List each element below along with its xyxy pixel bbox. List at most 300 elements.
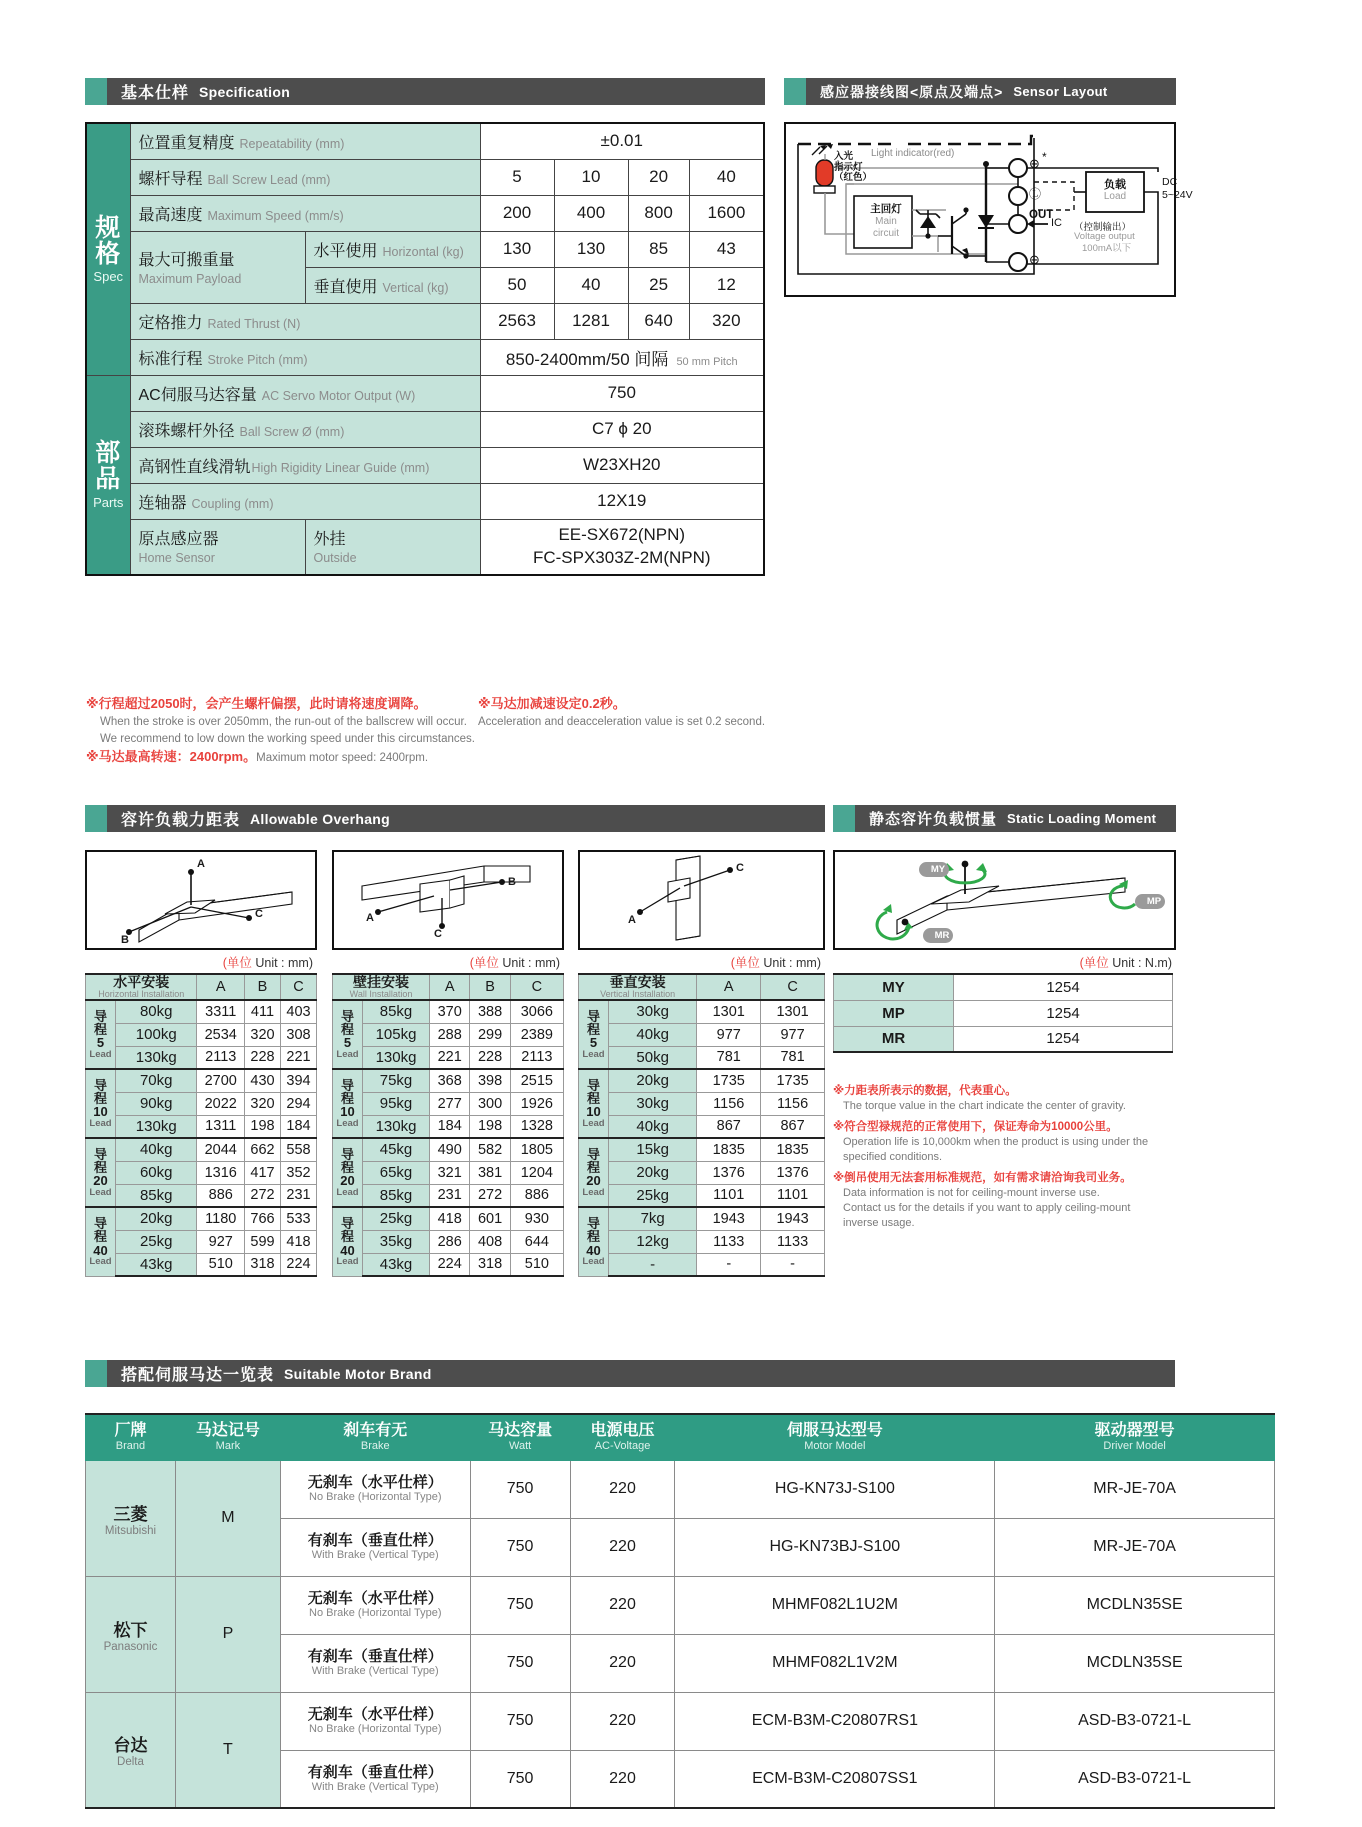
note-gray-3: Maximum motor speed: 2400rpm. bbox=[256, 752, 429, 765]
table-row bbox=[579, 1023, 825, 1046]
overhang-value: 867 bbox=[761, 1115, 825, 1138]
axis-label-b: B bbox=[121, 934, 129, 946]
moment-note-gray-1: The torque value in the chart indicate the center of gravity. bbox=[843, 1100, 1126, 1113]
value-ball-screw-dia: C7 ϕ 20 bbox=[480, 411, 764, 447]
motor-brake-cell bbox=[280, 1576, 470, 1634]
moment-note-gray-5: Contact us for the details if you want to apply ceiling-mount bbox=[843, 1201, 1131, 1214]
motor-watt-cell: 750 bbox=[470, 1460, 570, 1518]
terminal-l-label: Ⓛ bbox=[1029, 187, 1042, 201]
label-cn: 水平使用 bbox=[313, 242, 378, 260]
lead-group-label bbox=[86, 1138, 116, 1207]
table-row bbox=[834, 1000, 1173, 1026]
value-horizontal-1: 130 bbox=[554, 231, 628, 267]
axis-label-c: C bbox=[255, 908, 263, 920]
value-vertical-0: 50 bbox=[480, 267, 554, 303]
motor-driver-cell: MR-JE-70A bbox=[995, 1518, 1275, 1576]
brand-cn: 三菱 bbox=[113, 1504, 148, 1524]
overhang-weight: 130kg bbox=[116, 1115, 197, 1138]
table-row bbox=[86, 1692, 1275, 1750]
table-row bbox=[579, 1138, 825, 1161]
value-coupling: 12X19 bbox=[480, 483, 764, 519]
parts-side-label-cn: 部品 bbox=[95, 439, 122, 494]
parts-side-label-en: Parts bbox=[93, 494, 124, 510]
overhang-value: 411 bbox=[245, 1000, 281, 1023]
lead-cn: 导 bbox=[586, 1077, 600, 1093]
value-lead-0: 5 bbox=[480, 159, 554, 195]
lead-cn: 导 bbox=[340, 1146, 354, 1162]
motor-mark-cell: T bbox=[175, 1692, 280, 1808]
table-row bbox=[86, 1576, 1275, 1634]
table-row bbox=[86, 1161, 317, 1184]
overhang-value: 1311 bbox=[197, 1115, 245, 1138]
motor-voltage-cell: 220 bbox=[570, 1518, 675, 1576]
overhang-value: 1376 bbox=[697, 1161, 761, 1184]
value-repeatability: ±0.01 bbox=[480, 123, 764, 159]
label-en: Maximum Speed (mm/s) bbox=[207, 208, 344, 223]
header-cn: 马达容量 bbox=[488, 1422, 553, 1440]
table-row bbox=[333, 1046, 564, 1069]
overhang-weight: 25kg bbox=[609, 1184, 697, 1207]
overhang-col-a: A bbox=[697, 974, 761, 1000]
motor-model-cell: MHMF082L1U2M bbox=[675, 1576, 995, 1634]
overhang-value: 977 bbox=[697, 1023, 761, 1046]
moment-note-red-1: ※力距表所表示的数据，代表重心。 bbox=[833, 1085, 1017, 1097]
moment-value-mr: 1254 bbox=[954, 1026, 1173, 1052]
overhang-value: 558 bbox=[280, 1138, 316, 1161]
lead-group-label bbox=[579, 1207, 609, 1276]
overhang-value: 1835 bbox=[697, 1138, 761, 1161]
overhang-value: - bbox=[761, 1253, 825, 1276]
value-vertical-1: 40 bbox=[554, 267, 628, 303]
moment-note-gray-3: specified conditions. bbox=[843, 1150, 943, 1163]
note-red-3: ※马达加减速设定0.2秒。 bbox=[478, 696, 626, 711]
row-label-repeatability bbox=[130, 123, 480, 159]
overhang-value: 224 bbox=[280, 1253, 316, 1276]
voltage-line-2: 100mA以下 bbox=[1082, 242, 1132, 254]
overhang-head-cn: 垂直安装 bbox=[609, 974, 666, 990]
overhang-value: 388 bbox=[470, 1000, 510, 1023]
overhang-weight: 95kg bbox=[363, 1092, 430, 1115]
load-label-en: Load bbox=[1103, 191, 1127, 202]
motor-brake-cell bbox=[280, 1750, 470, 1808]
label-cn: 最高速度 bbox=[138, 206, 203, 224]
overhang-value: 224 bbox=[430, 1253, 470, 1276]
overhang-value: 184 bbox=[430, 1115, 470, 1138]
motor-model-cell: MHMF082L1V2M bbox=[675, 1634, 995, 1692]
motor-brand-table bbox=[85, 1413, 1275, 1809]
overhang-col-c: C bbox=[761, 974, 825, 1000]
motor-header-mark bbox=[175, 1414, 280, 1460]
label-line-2: 指示灯 bbox=[834, 161, 863, 173]
header-cn: 刹车有无 bbox=[343, 1422, 408, 1440]
value-horizontal-2: 85 bbox=[628, 231, 689, 267]
lead-group-label bbox=[333, 1069, 363, 1138]
brake-en: No Brake (Horizontal Type) bbox=[309, 1723, 442, 1736]
brake-en: With Brake (Vertical Type) bbox=[311, 1665, 439, 1678]
table-row bbox=[333, 1161, 564, 1184]
lead-cn-2: 程 bbox=[340, 1091, 354, 1107]
moment-value-my: 1254 bbox=[954, 974, 1173, 1000]
overhang-value: 294 bbox=[280, 1092, 316, 1115]
overhang-value: 2044 bbox=[197, 1138, 245, 1161]
overhang-head-cell bbox=[579, 974, 697, 1000]
motor-watt-cell: 750 bbox=[470, 1518, 570, 1576]
overhang-weight: 60kg bbox=[116, 1161, 197, 1184]
overhang-weight: 85kg bbox=[116, 1184, 197, 1207]
lead-cn: 导 bbox=[340, 1216, 354, 1232]
table-row bbox=[579, 1207, 825, 1230]
section-header-text bbox=[107, 1360, 1175, 1387]
row-label-ball-screw-lead bbox=[130, 159, 480, 195]
overhang-col-a: A bbox=[430, 974, 470, 1000]
moment-key-my: MY bbox=[834, 974, 954, 1000]
lead-cn-2: 程 bbox=[586, 1160, 600, 1176]
lead-en: Lead bbox=[89, 1255, 112, 1267]
overhang-value: 1101 bbox=[761, 1184, 825, 1207]
table-row bbox=[86, 1115, 317, 1138]
static-moment-table bbox=[833, 973, 1173, 1053]
motor-voltage-cell: 220 bbox=[570, 1634, 675, 1692]
label-cn: 定格推力 bbox=[138, 314, 203, 332]
terminal-minus-node bbox=[1009, 253, 1027, 271]
overhang-head-en: Wall Installation bbox=[349, 988, 413, 999]
overhang-head-cell bbox=[86, 974, 197, 1000]
lead-group-label bbox=[333, 1138, 363, 1207]
motor-header-driver-model bbox=[995, 1414, 1275, 1460]
table-row bbox=[579, 1161, 825, 1184]
overhang-diagram-wall bbox=[332, 850, 564, 950]
label-cn: 滚珠螺杆外径 bbox=[138, 422, 235, 440]
section-title-en: Specification bbox=[199, 83, 291, 100]
note-red-1: ※行程超过2050时，会产生螺杆偏摆，此时请将速度调降。 bbox=[86, 696, 427, 711]
motor-watt-cell: 750 bbox=[470, 1576, 570, 1634]
overhang-value: 318 bbox=[470, 1253, 510, 1276]
label-en: Coupling (mm) bbox=[191, 496, 274, 511]
overhang-value: 977 bbox=[761, 1023, 825, 1046]
terminal-star-label: * bbox=[1042, 150, 1047, 164]
overhang-head-cn: 壁挂安装 bbox=[353, 974, 410, 990]
row-label-max-speed bbox=[130, 195, 480, 231]
lead-en: Lead bbox=[582, 1117, 605, 1129]
overhang-value: 198 bbox=[245, 1115, 281, 1138]
overhang-weight: 75kg bbox=[363, 1069, 430, 1092]
note-gray-1: When the stroke is over 2050mm, the run-out of the ballscrew will occur. bbox=[100, 715, 467, 728]
overhang-value: 886 bbox=[197, 1184, 245, 1207]
motor-driver-cell: ASD-B3-0721-L bbox=[995, 1750, 1275, 1808]
section-title-en: Allowable Overhang bbox=[250, 810, 391, 827]
header-cn: 电源电压 bbox=[590, 1422, 655, 1440]
vertical-axis-diagram-svg bbox=[580, 852, 823, 948]
table-row bbox=[579, 1069, 825, 1092]
value-thrust-0: 2563 bbox=[480, 303, 554, 339]
label-en: Horizontal (kg) bbox=[382, 244, 464, 259]
label-cn: 垂直使用 bbox=[313, 278, 378, 296]
overhang-value: 370 bbox=[430, 1000, 470, 1023]
table-row bbox=[86, 195, 764, 231]
axis-label-c: C bbox=[736, 862, 744, 874]
overhang-value: 1180 bbox=[197, 1207, 245, 1230]
header-cn: 驱动器型号 bbox=[1094, 1422, 1175, 1440]
lead-group-label bbox=[579, 1138, 609, 1207]
lead-cn-2: 程 bbox=[93, 1022, 107, 1038]
overhang-value: 1204 bbox=[510, 1161, 563, 1184]
brand-cn: 松下 bbox=[113, 1620, 148, 1640]
overhang-value: 272 bbox=[470, 1184, 510, 1207]
table-row bbox=[86, 375, 764, 411]
overhang-value: 300 bbox=[470, 1092, 510, 1115]
motor-voltage-cell: 220 bbox=[570, 1576, 675, 1634]
moment-value-mp: 1254 bbox=[954, 1000, 1173, 1026]
overhang-head-cell bbox=[333, 974, 430, 1000]
lead-en: Lead bbox=[336, 1186, 359, 1198]
moment-label-mr: MR bbox=[934, 930, 950, 941]
brake-cn: 有刹车（垂直仕样） bbox=[307, 1763, 443, 1781]
section-accent-tab bbox=[85, 78, 107, 105]
table-row bbox=[86, 447, 764, 483]
motor-header-motor-model bbox=[675, 1414, 995, 1460]
lead-group-label bbox=[579, 1069, 609, 1138]
label-line-3: （红色） bbox=[834, 172, 873, 184]
overhang-value: 430 bbox=[245, 1069, 281, 1092]
header-en: Brake bbox=[360, 1440, 390, 1452]
overhang-weight: 85kg bbox=[363, 1184, 430, 1207]
unit-label-horizontal bbox=[85, 950, 317, 974]
overhang-value: 510 bbox=[197, 1253, 245, 1276]
lead-en: Lead bbox=[336, 1048, 359, 1060]
unit-prefix: (单位 bbox=[469, 956, 499, 970]
table-row bbox=[333, 1000, 564, 1023]
lead-en: Lead bbox=[336, 1117, 359, 1129]
overhang-value: 766 bbox=[245, 1207, 281, 1230]
table-row bbox=[86, 1069, 317, 1092]
table-row bbox=[579, 1046, 825, 1069]
label-cn: 标准行程 bbox=[138, 350, 203, 368]
overhang-value: 228 bbox=[245, 1046, 281, 1069]
section-header-static-moment bbox=[833, 805, 1176, 832]
light-indicator-icon bbox=[816, 160, 833, 186]
terminal-plus-node bbox=[1009, 159, 1027, 177]
note-gray-2: We recommend to low down the working speed under this circumstances. bbox=[100, 733, 475, 746]
header-en: Watt bbox=[509, 1440, 532, 1452]
overhang-value: 490 bbox=[430, 1138, 470, 1161]
overhang-weight: 43kg bbox=[116, 1253, 197, 1276]
main-circuit-label-en bbox=[864, 216, 908, 239]
value-thrust-1: 1281 bbox=[554, 303, 628, 339]
label-cn: 螺杆导程 bbox=[138, 170, 203, 188]
overhang-value: 599 bbox=[245, 1230, 281, 1253]
terminal-l-node bbox=[1009, 187, 1027, 205]
overhang-value: 231 bbox=[280, 1184, 316, 1207]
motor-brake-cell bbox=[280, 1518, 470, 1576]
value-speed-1: 400 bbox=[554, 195, 628, 231]
header-en: Brand bbox=[115, 1440, 146, 1452]
overhang-value: 403 bbox=[280, 1000, 316, 1023]
terminal-plus-label: ⊕ bbox=[1029, 156, 1040, 171]
static-moment-table-wrap bbox=[833, 973, 1176, 1053]
table-row bbox=[86, 1230, 317, 1253]
spec-side-label-cn: 规格 bbox=[95, 213, 122, 268]
motor-header-brake bbox=[280, 1414, 470, 1460]
stroke-value: 850-2400mm/50 间隔 bbox=[505, 349, 669, 369]
lead-en: Lead bbox=[582, 1255, 605, 1267]
table-row bbox=[579, 1230, 825, 1253]
lead-number: 20 bbox=[93, 1173, 108, 1189]
lead-group-label bbox=[333, 1207, 363, 1276]
label-en: Rated Thrust (N) bbox=[207, 316, 301, 331]
unit-label-vertical bbox=[578, 950, 825, 974]
label-en: AC Servo Motor Output (W) bbox=[261, 388, 416, 403]
axis-label-c: C bbox=[434, 928, 442, 940]
overhang-value: 781 bbox=[697, 1046, 761, 1069]
lead-number: 20 bbox=[340, 1173, 355, 1189]
moment-label-my: MY bbox=[930, 864, 946, 875]
overhang-value: 286 bbox=[430, 1230, 470, 1253]
value-lead-1: 10 bbox=[554, 159, 628, 195]
axis-label-a: A bbox=[628, 914, 636, 926]
motor-brand-cell bbox=[86, 1576, 176, 1692]
overhang-value: 1133 bbox=[697, 1230, 761, 1253]
table-row bbox=[86, 1184, 317, 1207]
table-row bbox=[333, 1253, 564, 1276]
lead-number: 5 bbox=[343, 1035, 352, 1051]
overhang-weight: 40kg bbox=[609, 1023, 697, 1046]
lead-group-label bbox=[579, 1000, 609, 1069]
overhang-value: 1133 bbox=[761, 1230, 825, 1253]
terminal-out-label: OUT bbox=[1029, 209, 1054, 221]
light-indicator-label-en: Light indicator(red) bbox=[871, 148, 955, 159]
lead-number: 20 bbox=[586, 1173, 601, 1189]
lead-cn-2: 程 bbox=[93, 1091, 107, 1107]
table-row bbox=[86, 159, 764, 195]
overhang-weight: 25kg bbox=[116, 1230, 197, 1253]
overhang-table-vertical bbox=[578, 973, 825, 1277]
dc-label-line-1: DC bbox=[1162, 176, 1178, 188]
overhang-head-en: Horizontal Installation bbox=[98, 988, 185, 999]
overhang-col-b: B bbox=[470, 974, 510, 1000]
overhang-value: - bbox=[697, 1253, 761, 1276]
lead-number: 10 bbox=[340, 1104, 355, 1120]
moment-note-red-2: ※符合型禄规范的正常使用下，保证寿命为10000公里。 bbox=[833, 1120, 1118, 1133]
lead-group-label bbox=[86, 1207, 116, 1276]
motor-brake-cell bbox=[280, 1460, 470, 1518]
overhang-value: 1805 bbox=[510, 1138, 563, 1161]
overhang-data-table bbox=[578, 973, 825, 1277]
table-row bbox=[86, 1046, 317, 1069]
motor-brake-cell bbox=[280, 1692, 470, 1750]
brake-cn: 无刹车（水平仕样） bbox=[307, 1590, 443, 1608]
lead-cn-2: 程 bbox=[340, 1229, 354, 1245]
overhang-weight: 130kg bbox=[363, 1046, 430, 1069]
overhang-weight: 20kg bbox=[609, 1069, 697, 1092]
overhang-value: 2113 bbox=[510, 1046, 563, 1069]
overhang-value: 318 bbox=[245, 1253, 281, 1276]
lead-en: Lead bbox=[582, 1186, 605, 1198]
lead-number: 10 bbox=[586, 1104, 601, 1120]
lead-group-label bbox=[86, 1069, 116, 1138]
brake-en: No Brake (Horizontal Type) bbox=[309, 1607, 442, 1620]
motor-mark-cell: M bbox=[175, 1460, 280, 1576]
overhang-value: 1943 bbox=[761, 1207, 825, 1230]
value-thrust-3: 320 bbox=[689, 303, 764, 339]
motor-header-watt bbox=[470, 1414, 570, 1460]
row-label-ball-screw-dia bbox=[130, 411, 480, 447]
overhang-value: 288 bbox=[430, 1023, 470, 1046]
motor-header-brand bbox=[86, 1414, 176, 1460]
table-row bbox=[86, 303, 764, 339]
section-header-sensor-layout bbox=[784, 78, 1176, 105]
lead-number: 40 bbox=[93, 1242, 108, 1258]
overhang-value: 1926 bbox=[510, 1092, 563, 1115]
overhang-value: 418 bbox=[430, 1207, 470, 1230]
lead-cn-2: 程 bbox=[93, 1160, 107, 1176]
label-line-2: circuit bbox=[872, 227, 900, 239]
sensor-circuit-svg bbox=[786, 124, 1174, 295]
table-row bbox=[86, 1253, 317, 1276]
label-cn: 原点感应器 bbox=[138, 531, 219, 549]
overhang-value: 320 bbox=[245, 1092, 281, 1115]
motor-header-ac-voltage bbox=[570, 1414, 675, 1460]
axis-label-a: A bbox=[197, 858, 205, 870]
overhang-value: 2700 bbox=[197, 1069, 245, 1092]
lead-cn: 导 bbox=[586, 1008, 600, 1024]
motor-brake-cell bbox=[280, 1634, 470, 1692]
overhang-value: 1735 bbox=[697, 1069, 761, 1092]
unit-rest: Unit : N.m) bbox=[1112, 956, 1172, 970]
moment-note-gray-2: Operation life is 10,000km when the product is using under the bbox=[843, 1136, 1149, 1149]
table-row bbox=[579, 1092, 825, 1115]
overhang-weight: 65kg bbox=[363, 1161, 430, 1184]
section-header-specification bbox=[85, 78, 765, 105]
lead-number: 40 bbox=[340, 1242, 355, 1258]
moment-note-gray-4: Data information is not for ceiling-mount inverse use. bbox=[843, 1186, 1100, 1199]
overhang-value: 352 bbox=[280, 1161, 316, 1184]
unit-rest: Unit : mm) bbox=[763, 956, 821, 970]
overhang-value: 1301 bbox=[697, 1000, 761, 1023]
overhang-value: 277 bbox=[430, 1092, 470, 1115]
table-header-row bbox=[333, 974, 564, 1000]
spec-side-label bbox=[86, 123, 130, 375]
value-thrust-2: 640 bbox=[628, 303, 689, 339]
lead-en: Lead bbox=[89, 1186, 112, 1198]
overhang-value: 781 bbox=[761, 1046, 825, 1069]
overhang-weight: 90kg bbox=[116, 1092, 197, 1115]
brake-en: No Brake (Horizontal Type) bbox=[309, 1491, 442, 1504]
overhang-weight: 130kg bbox=[116, 1046, 197, 1069]
table-row bbox=[579, 1000, 825, 1023]
dc-label bbox=[1162, 176, 1193, 201]
overhang-value: 2022 bbox=[197, 1092, 245, 1115]
parts-side-label bbox=[86, 375, 130, 575]
brand-cn: 台达 bbox=[113, 1736, 148, 1756]
table-row bbox=[86, 519, 764, 575]
motor-mark-cell: P bbox=[175, 1576, 280, 1692]
main-circuit-label-cn: 主回灯 bbox=[870, 203, 902, 215]
overhang-weight: 20kg bbox=[116, 1207, 197, 1230]
specification-table bbox=[85, 122, 765, 576]
lead-cn-2: 程 bbox=[340, 1160, 354, 1176]
overhang-col-c: C bbox=[280, 974, 316, 1000]
overhang-value: 417 bbox=[245, 1161, 281, 1184]
overhang-value: 320 bbox=[245, 1023, 281, 1046]
motor-model-cell: HG-KN73BJ-S100 bbox=[675, 1518, 995, 1576]
overhang-value: 1156 bbox=[761, 1092, 825, 1115]
note-gray-4: Acceleration and deacceleration value is set 0.2 second. bbox=[478, 715, 766, 728]
overhang-head-en: Vertical Installation bbox=[600, 988, 676, 999]
section-header-motor-brand bbox=[85, 1360, 1175, 1387]
overhang-weight: 85kg bbox=[363, 1000, 430, 1023]
specification-table-wrap bbox=[85, 122, 765, 576]
header-cn: 伺服马达型号 bbox=[786, 1422, 883, 1440]
